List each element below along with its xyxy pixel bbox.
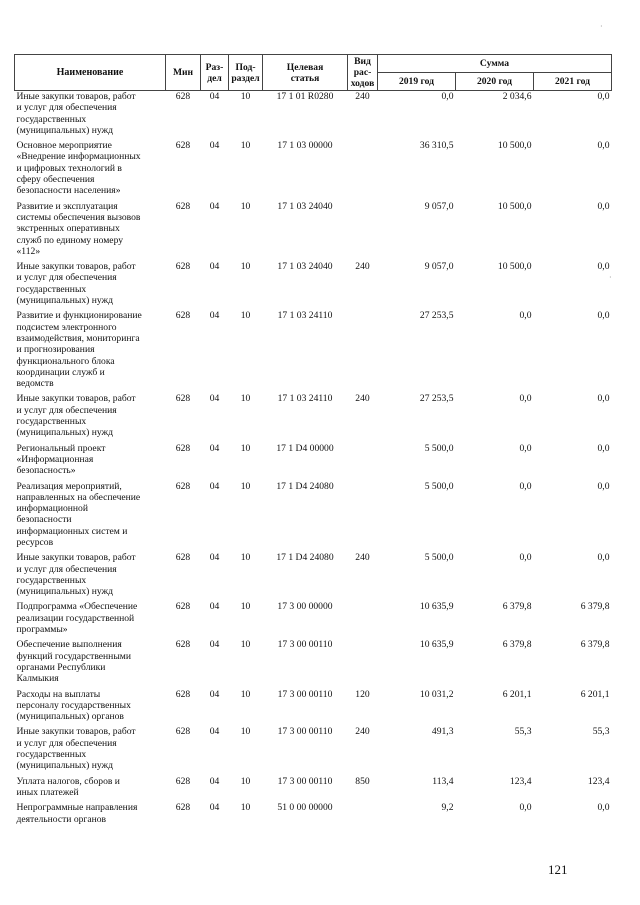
row-celevaya-statya: 17 1 03 24110	[277, 393, 333, 405]
row-sum-2019: 36 310,5	[419, 140, 454, 152]
table-row	[15, 726, 612, 775]
row-celevaya-statya: 17 1 D4 24080	[276, 552, 334, 564]
row-sum-2020: 6 379,8	[502, 601, 532, 613]
row-name: Региональный проект «Информационная безопасность»	[16, 442, 106, 477]
table-row	[15, 689, 612, 727]
row-celevaya-statya: 17 3 00 00110	[277, 775, 333, 787]
scan-mark: ·	[600, 22, 603, 31]
table-row	[15, 639, 612, 688]
row-razdel: 04	[209, 261, 220, 273]
row-name: Иные закупки товаров, работ и услуг для обеспечения государственных (муниципальных) нужд	[16, 552, 136, 598]
row-razdel: 04	[209, 688, 220, 700]
row-sum-2019: 9,2	[441, 802, 454, 814]
row-podrazdel: 10	[240, 442, 251, 454]
row-celevaya-statya: 17 1 03 24040	[277, 261, 333, 273]
row-celevaya-statya: 17 3 00 00110	[277, 639, 333, 651]
row-sum-2019: 0,0	[441, 91, 454, 102]
table-body	[15, 91, 612, 829]
row-podrazdel: 10	[240, 726, 251, 738]
row-vid-rashodov: 240	[355, 91, 370, 102]
row-podrazdel: 10	[240, 688, 251, 700]
row-name: Иные закупки товаров, работ и услуг для обеспечения государственных (муниципальных) нужд	[16, 91, 136, 136]
row-sum-2019: 10 031,2	[419, 688, 454, 700]
row-vid-rashodov	[348, 140, 378, 200]
row-podrazdel: 10	[240, 140, 251, 152]
row-celevaya-statya: 17 3 00 00000	[277, 601, 333, 613]
row-celevaya-statya: 17 3 00 00110	[277, 688, 333, 700]
page-number: 121	[548, 862, 568, 877]
row-sum-2019: 9 057,0	[424, 261, 454, 273]
row-razdel: 04	[209, 552, 220, 564]
row-min: 628	[175, 442, 191, 454]
row-sum-2019: 5 500,0	[424, 480, 454, 492]
row-vid-rashodov	[348, 201, 378, 261]
row-sum-2021: 0,0	[597, 552, 610, 564]
row-vid-rashodov: 240	[355, 726, 370, 738]
row-sum-2019: 491,3	[431, 726, 454, 738]
row-name: Обеспечение выполнения функций государственными органами Республики Калмыкия	[16, 639, 131, 685]
header-summa: Сумма	[378, 55, 612, 73]
row-sum-2020: 10 500,0	[497, 140, 532, 152]
row-celevaya-statya: 17 1 03 24040	[277, 200, 333, 212]
row-sum-2020: 0,0	[519, 802, 532, 814]
row-sum-2020: 6 379,8	[502, 639, 532, 651]
row-sum-2020: 10 500,0	[497, 261, 532, 273]
row-podrazdel: 10	[240, 552, 251, 564]
row-sum-2019: 5 500,0	[424, 552, 454, 564]
row-podrazdel: 10	[240, 601, 251, 613]
row-sum-2021: 0,0	[597, 91, 610, 102]
row-vid-rashodov: 240	[355, 552, 370, 564]
row-min: 628	[175, 775, 191, 787]
row-name: Иные закупки товаров, работ и услуг для обеспечения государственных (муниципальных) нужд	[16, 261, 136, 307]
row-min: 628	[175, 91, 191, 102]
row-sum-2021: 6 201,1	[580, 688, 610, 700]
row-sum-2020: 6 201,1	[502, 688, 532, 700]
row-vid-rashodov	[348, 639, 378, 688]
row-vid-rashodov: 850	[355, 775, 370, 787]
row-sum-2021: 0,0	[597, 442, 610, 454]
table-row	[15, 776, 612, 803]
row-min: 628	[175, 639, 191, 651]
table-row	[15, 393, 612, 442]
row-name: Развитие и эксплуатация системы обеспечения вызовов экстренных оперативных служб по единому номеру «112»	[16, 200, 141, 257]
row-celevaya-statya: 51 0 00 00000	[277, 802, 333, 814]
row-vid-rashodov	[348, 310, 378, 393]
row-sum-2019: 5 500,0	[424, 442, 454, 454]
row-min: 628	[175, 552, 191, 564]
row-razdel: 04	[209, 310, 220, 322]
row-razdel: 04	[209, 91, 220, 102]
row-sum-2020: 0,0	[519, 310, 532, 322]
row-razdel: 04	[209, 639, 220, 651]
table-row	[15, 443, 612, 481]
row-vid-rashodov: 240	[355, 261, 370, 273]
row-razdel: 04	[209, 775, 220, 787]
row-razdel: 04	[209, 726, 220, 738]
table-row	[15, 140, 612, 200]
table-header-row	[15, 55, 612, 73]
row-min: 628	[175, 726, 191, 738]
row-sum-2021: 0,0	[597, 393, 610, 405]
row-podrazdel: 10	[240, 480, 251, 492]
row-razdel: 04	[209, 480, 220, 492]
header-razdel: Раз- дел	[201, 55, 229, 91]
row-sum-2021: 6 379,8	[580, 639, 610, 651]
row-razdel: 04	[209, 601, 220, 613]
row-podrazdel: 10	[240, 802, 251, 814]
row-sum-2021: 0,0	[597, 802, 610, 814]
row-podrazdel: 10	[240, 261, 251, 273]
row-sum-2020: 0,0	[519, 480, 532, 492]
row-sum-2020: 0,0	[519, 393, 532, 405]
header-2020: 2020 год	[456, 73, 534, 91]
row-sum-2019: 113,4	[432, 775, 454, 787]
row-name: Непрограммные направления деятельности органов	[16, 802, 138, 825]
row-min: 628	[175, 310, 191, 322]
row-podrazdel: 10	[240, 393, 251, 405]
row-podrazdel: 10	[240, 91, 251, 102]
row-sum-2019: 27 253,5	[419, 393, 454, 405]
table-row	[15, 310, 612, 393]
table-row	[15, 201, 612, 261]
row-razdel: 04	[209, 140, 220, 152]
row-celevaya-statya: 17 3 00 00110	[277, 726, 333, 738]
row-celevaya-statya: 17 1 01 R0280	[276, 91, 334, 102]
table-row	[15, 481, 612, 553]
scan-mark: ·	[609, 273, 612, 282]
header-celevaya-statya: Целевая статья	[263, 55, 348, 91]
row-min: 628	[175, 140, 191, 152]
row-min: 628	[175, 261, 191, 273]
header-min: Мин	[166, 55, 201, 91]
row-name: Уплата налогов, сборов и иных платежей	[16, 775, 120, 798]
row-sum-2019: 27 253,5	[419, 310, 454, 322]
row-sum-2020: 10 500,0	[497, 200, 532, 212]
header-2021: 2021 год	[534, 73, 612, 91]
header-vid-rashodov: Вид рас- ходов	[348, 55, 378, 91]
row-sum-2021: 0,0	[597, 200, 610, 212]
row-sum-2021: 0,0	[597, 310, 610, 322]
row-name: Основное мероприятие «Внедрение информационных и цифровых технологий в сферу обеспечения безопасности населения»	[16, 140, 141, 197]
row-min: 628	[175, 480, 191, 492]
row-min: 628	[175, 393, 191, 405]
table-row	[15, 802, 612, 829]
row-sum-2020: 55,3	[514, 726, 532, 738]
row-podrazdel: 10	[240, 639, 251, 651]
row-min: 628	[175, 601, 191, 613]
row-razdel: 04	[209, 200, 220, 212]
table-row	[15, 552, 612, 601]
row-celevaya-statya: 17 1 03 24110	[277, 310, 333, 322]
row-sum-2021: 55,3	[592, 726, 610, 738]
row-min: 628	[175, 688, 191, 700]
row-vid-rashodov	[348, 802, 378, 829]
header-2019: 2019 год	[378, 73, 456, 91]
row-sum-2019: 10 635,9	[419, 639, 454, 651]
row-sum-2020: 0,0	[519, 442, 532, 454]
row-razdel: 04	[209, 393, 220, 405]
row-vid-rashodov	[348, 443, 378, 481]
row-sum-2020: 0,0	[519, 552, 532, 564]
row-sum-2021: 123,4	[587, 775, 610, 787]
row-vid-rashodov	[348, 601, 378, 639]
row-sum-2020: 123,4	[509, 775, 532, 787]
header-podrazdel: Под- раздел	[229, 55, 263, 91]
row-podrazdel: 10	[240, 310, 251, 322]
row-vid-rashodov	[348, 481, 378, 553]
budget-table	[14, 54, 612, 829]
row-sum-2021: 0,0	[597, 140, 610, 152]
row-name: Подпрограмма «Обеспечение реализации государственной программы»	[16, 601, 138, 636]
row-vid-rashodov: 120	[355, 688, 370, 700]
row-celevaya-statya: 17 1 D4 00000	[276, 442, 334, 454]
row-vid-rashodov: 240	[355, 393, 370, 405]
row-celevaya-statya: 17 1 D4 24080	[276, 480, 334, 492]
row-min: 628	[175, 200, 191, 212]
table-row	[15, 261, 612, 310]
row-podrazdel: 10	[240, 775, 251, 787]
row-name: Иные закупки товаров, работ и услуг для обеспечения государственных (муниципальных) нужд	[16, 393, 136, 439]
row-podrazdel: 10	[240, 200, 251, 212]
row-razdel: 04	[209, 442, 220, 454]
row-sum-2019: 9 057,0	[424, 200, 454, 212]
row-sum-2020: 2 034,6	[502, 91, 532, 102]
header-name: Наименование	[15, 55, 166, 91]
row-name: Реализация мероприятий, направленных на обеспечение информационной безопасности информационных систем и ресурсов	[16, 480, 141, 548]
row-min: 628	[175, 802, 191, 814]
row-sum-2021: 0,0	[597, 261, 610, 273]
row-name: Иные закупки товаров, работ и услуг для обеспечения государственных (муниципальных) нужд	[16, 726, 136, 772]
row-sum-2019: 10 635,9	[419, 601, 454, 613]
row-name: Развитие и функционирование подсистем электронного взаимодействия, мониторинга и прогнозирования функционального блока координации служб и ведомств	[16, 310, 142, 390]
table-row	[15, 91, 612, 141]
row-razdel: 04	[209, 802, 220, 814]
row-sum-2021: 6 379,8	[580, 601, 610, 613]
table-row	[15, 601, 612, 639]
row-name: Расходы на выплаты персоналу государственных (муниципальных) органов	[16, 688, 131, 723]
row-sum-2021: 0,0	[597, 480, 610, 492]
row-celevaya-statya: 17 1 03 00000	[277, 140, 333, 152]
